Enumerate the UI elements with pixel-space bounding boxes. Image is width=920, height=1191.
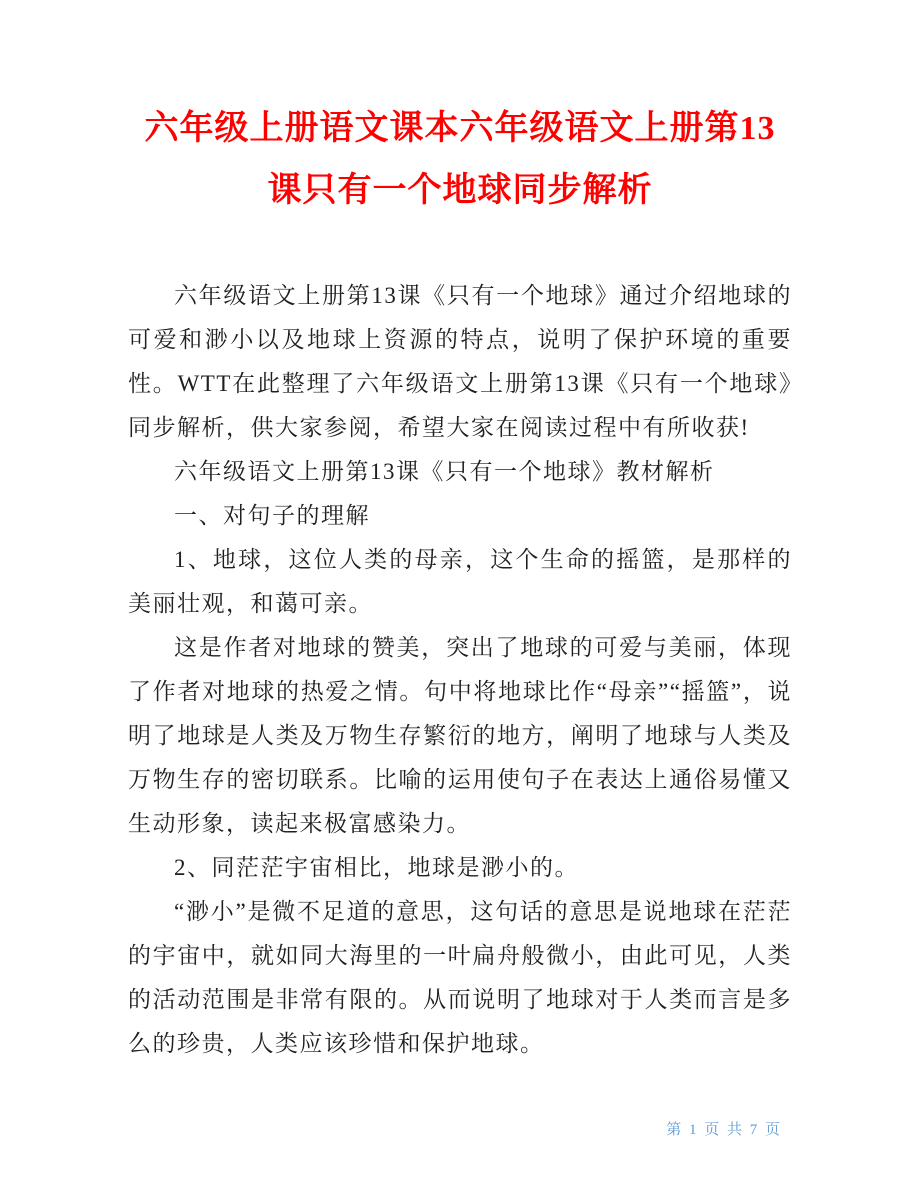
paragraph: “渺小”是微不足道的意思，这句话的意思是说地球在茫茫的宇宙中，就如同大海里的一叶扁舟般微小，由此可见，人类的活动范围是非常有限的。从而说明了地球对于人类而言是多么的珍贵，人类应该珍惜和保护地球。 [128, 899, 792, 1056]
paragraph: 一、对句子的理解 [174, 503, 370, 528]
paragraph: 六年级语文上册第13课《只有一个地球》通过介绍地球的可爱和渺小以及地球上资源的特点，说明了保护环境的重要性。WTT在此整理了六年级语文上册第13课《只有一个地球》同步解析，供大家参阅，希望大家在阅读过程中有所收获! [128, 283, 792, 440]
paragraph: 这是作者对地球的赞美，突出了地球的可爱与美丽，体现了作者对地球的热爱之情。句中将地球比作“母亲”“摇篮”，说明了地球是人类及万物生存繁衍的地方，阐明了地球与人类及万物生存的密切联系。比喻的运用使句子在表达上通俗易懂又生动形象，读起来极富感染力。 [128, 635, 792, 836]
paragraph: 2、同茫茫宇宙相比，地球是渺小的。 [174, 855, 579, 880]
paragraph-list [128, 274, 792, 1066]
paragraph: 1、地球，这位人类的母亲，这个生命的摇篮，是那样的美丽壮观，和蔼可亲。 [128, 547, 792, 616]
page-title: 六年级上册语文课本六年级语文上册第13课只有一个地球同步解析 [144, 110, 776, 209]
paragraph: 六年级语文上册第13课《只有一个地球》教材解析 [174, 459, 715, 484]
document-content [128, 98, 792, 1066]
page-number-footer: 第 1 页 共 7 页 [666, 1122, 782, 1138]
